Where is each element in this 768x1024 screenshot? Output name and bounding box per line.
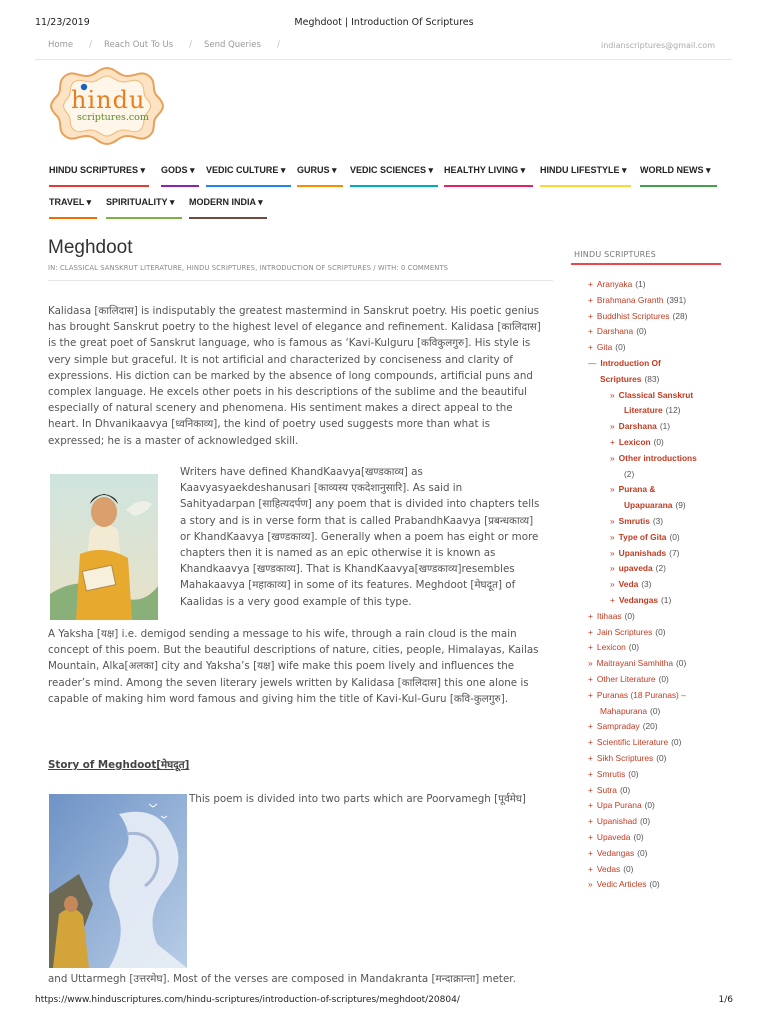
category-link[interactable]: Sikh Scriptures — [596, 753, 654, 763]
category-count: (0) — [619, 784, 631, 795]
category-link[interactable]: Vedangas — [596, 847, 635, 858]
category-item[interactable] — [588, 830, 644, 846]
text-line: expressed; he is a master of acknowledged skill. — [48, 434, 299, 447]
category-link[interactable]: Sampraday — [596, 721, 640, 732]
category-link[interactable]: Jain Scriptures — [596, 626, 653, 637]
category-item[interactable] — [588, 751, 666, 767]
logo-subtext: scriptures.com — [77, 112, 149, 123]
expand-icon[interactable]: + — [588, 753, 593, 763]
nav-item-label: SPIRITUALITY ▾ — [106, 197, 175, 207]
category-item[interactable] — [588, 798, 655, 814]
category-count: (7) — [669, 547, 680, 558]
chevron-right-icon[interactable]: » — [610, 547, 615, 558]
text-line: is the great poet of Sanskrut language, who is famous as ‘Kavi-Kulguru [कविकुलगुरु]. His style is — [48, 337, 531, 350]
nav-underline — [297, 185, 343, 187]
text-line: Mountain, Alka[अलका] city and Yaksha’s [यक्ष] wife make this poem lively and influences the — [48, 660, 515, 673]
category-item[interactable] — [588, 340, 626, 356]
expand-icon[interactable]: + — [588, 768, 593, 779]
nav-item[interactable] — [444, 157, 533, 187]
text-line: expressions. His diction can be marked by the absence of long compounds, artificial puns and — [48, 369, 533, 382]
category-count: (0) — [669, 531, 680, 542]
category-count: (2) — [624, 468, 635, 479]
category-link[interactable]: Upanishad — [596, 816, 637, 827]
category-link[interactable]: Buddhist Scriptures — [596, 310, 670, 321]
text-line: Writers have defined KhandKaavya[खण्डकाव्य] as — [180, 466, 423, 478]
category-item[interactable] — [588, 609, 635, 625]
nav-underline — [206, 185, 291, 187]
paragraph-yaksha — [48, 626, 558, 707]
site-logo[interactable] — [45, 64, 169, 148]
category-item[interactable] — [610, 482, 655, 498]
nav-item-label: TRAVEL ▾ — [49, 197, 92, 207]
category-link[interactable]: Lexicon — [596, 642, 626, 653]
category-item[interactable] — [610, 530, 680, 546]
category-count: (83) — [644, 373, 660, 384]
category-item[interactable] — [610, 419, 670, 435]
chevron-right-icon[interactable]: » — [610, 531, 615, 542]
category-item[interactable] — [610, 388, 693, 404]
text-line: concept of this poem. But the beautiful descriptions of nature, cities, people, Himalayas, Kailas — [48, 644, 539, 657]
expand-icon[interactable]: + — [610, 595, 615, 605]
category-item[interactable] — [610, 546, 679, 562]
category-link[interactable]: Upa Purana — [596, 800, 642, 811]
page-title: Meghdoot — [48, 237, 133, 258]
category-item[interactable] — [588, 672, 669, 688]
category-count: (1) — [635, 279, 646, 289]
nav-item-label: HINDU SCRIPTURES ▾ — [49, 165, 146, 175]
nav-underline — [350, 185, 438, 187]
category-item[interactable] — [624, 403, 681, 419]
category-link[interactable]: Scientific Literature — [596, 737, 669, 748]
nav-underline — [49, 185, 149, 187]
print-header — [35, 17, 733, 31]
nav-item-label: MODERN INDIA ▾ — [189, 197, 263, 207]
category-list — [588, 277, 738, 897]
category-item[interactable] — [588, 324, 646, 340]
category-count: (0) — [649, 879, 660, 890]
text-line: complex language. He excels other poets in his descriptions of the sublime and the beautiful — [48, 386, 528, 399]
expand-icon[interactable]: + — [588, 832, 593, 842]
category-item[interactable] — [588, 783, 630, 799]
text-line: a story and is in verse form that is called PrabandhKaavya [प्रबन्धकाव्य] — [180, 514, 534, 527]
expand-icon[interactable]: + — [588, 610, 593, 621]
nav-underline — [106, 217, 182, 219]
text-line: Kalidasa [कालिदास] is indisputably the greatest mastermind in Sanskrut poetry. His poetic genius — [48, 305, 540, 317]
category-count: (3) — [641, 579, 652, 590]
logo-text: hindu — [71, 86, 146, 114]
separator: / — [189, 40, 192, 50]
expand-icon[interactable]: + — [588, 800, 593, 811]
category-count: (12) — [665, 405, 681, 416]
category-item[interactable] — [610, 451, 697, 467]
paragraph-meter: and Uttarmegh [उत्तरमेघ]. Most of the verses are composed in Mandakranta [मन्दाक्रान्ता] meter. — [48, 973, 516, 985]
post-meta: IN: CLASSICAL SANSKRUT LITERATURE, HINDU SCRIPTURES, INTRODUCTION OF SCRIPTURES / WITH: 0 COMMENTS — [48, 264, 449, 272]
chevron-right-icon[interactable]: » — [610, 484, 615, 495]
text-line: or KhandKaavya [खण्डकाव्य]. Generally when a poem has eight or more — [180, 530, 539, 543]
category-item[interactable] — [588, 767, 639, 783]
nav-item[interactable] — [189, 189, 267, 219]
category-item[interactable] — [588, 688, 686, 704]
nav-item[interactable] — [350, 157, 438, 187]
expand-icon[interactable]: + — [588, 784, 593, 795]
text-line: especially of natural scenery and phenomena. His sentiment makes a direct appeal to the — [48, 402, 513, 415]
nav-underline — [540, 185, 631, 187]
category-count: (0) — [628, 768, 639, 779]
category-link[interactable]: Upapuarana — [624, 500, 673, 511]
reach-out-link[interactable]: Reach Out To Us — [103, 40, 174, 50]
nav-item-label: HINDU LIFESTYLE ▾ — [540, 165, 627, 175]
category-count: (0) — [658, 674, 669, 684]
send-queries-link[interactable]: Send Queries — [204, 40, 261, 50]
category-link[interactable]: Puranas (18 Puranas) – — [596, 689, 686, 700]
nav-item[interactable] — [106, 189, 182, 219]
category-link[interactable]: Upanishads — [618, 547, 667, 558]
category-item[interactable] — [588, 846, 647, 862]
category-count: (2) — [655, 563, 666, 574]
text-line: Kaavyasyaekdeshanusari [काव्यस्य एकदेशानुसारि]. As said in — [180, 482, 463, 495]
category-link[interactable]: Type of Gita — [618, 531, 667, 542]
expand-icon[interactable]: + — [588, 310, 593, 321]
chevron-right-icon[interactable]: » — [610, 452, 615, 463]
category-link[interactable]: Itihaas — [596, 610, 622, 621]
category-item[interactable] — [610, 561, 666, 577]
expand-icon[interactable]: + — [588, 626, 593, 637]
nav-item[interactable] — [49, 157, 149, 187]
nav-item[interactable] — [297, 157, 343, 187]
category-count: (20) — [642, 721, 658, 732]
expand-icon[interactable]: + — [588, 294, 593, 305]
category-link[interactable]: Sutra — [596, 784, 617, 795]
category-count: (0) — [644, 800, 655, 811]
category-count: (0) — [653, 437, 664, 447]
text-line: very simple but graceful. It is not artificial and characterized by conciseness and clarity of — [48, 353, 513, 366]
contact-email[interactable]: indianscriptures@gmail.com — [601, 41, 715, 50]
home-link[interactable]: Home — [48, 40, 74, 50]
category-link[interactable]: Smrutis — [596, 768, 626, 779]
kalidasa-image — [50, 474, 158, 620]
category-count: (3) — [652, 516, 664, 526]
nav-item[interactable] — [540, 157, 631, 187]
category-link[interactable]: Literature — [624, 405, 663, 416]
category-link[interactable]: Scriptures — [600, 373, 642, 384]
category-link[interactable]: Aranyaka — [596, 279, 633, 289]
print-url: https://www.hinduscriptures.com/hindu-scriptures/introduction-of-scriptures/meghdoot/20804/ — [35, 995, 460, 1005]
category-link[interactable]: Purana & — [618, 484, 656, 495]
expand-icon[interactable]: + — [588, 816, 593, 827]
category-item[interactable] — [588, 293, 686, 309]
nav-item[interactable] — [640, 157, 717, 187]
category-link[interactable]: Vedangas — [618, 595, 659, 605]
category-link[interactable]: Other introductions — [618, 452, 697, 463]
category-link[interactable]: Veda — [618, 579, 639, 590]
expand-icon[interactable]: + — [588, 674, 593, 684]
chevron-right-icon[interactable]: » — [610, 563, 615, 574]
category-item[interactable] — [588, 814, 650, 830]
text-line: A Yaksha [यक्ष] i.e. demigod sending a message to his wife, through a rain cloud is the main — [48, 628, 517, 640]
category-item[interactable] — [588, 277, 646, 293]
top-bar — [35, 36, 732, 60]
category-item[interactable] — [624, 498, 686, 514]
category-count: (9) — [675, 500, 686, 511]
nav-item-label: GODS ▾ — [161, 165, 195, 175]
nav-item[interactable] — [161, 157, 199, 187]
expand-icon[interactable]: + — [588, 847, 593, 858]
paragraph-parts: This poem is divided into two parts which are Poorvamegh [पूर्वमेघ] — [189, 793, 526, 805]
category-count: (0) — [637, 847, 648, 858]
text-line: reader’s mind. Among the seven literary jewels written by Kalidasa [कालिदास] this one alone is — [48, 676, 529, 689]
category-link[interactable]: Other Literature — [596, 674, 656, 684]
separator: / — [276, 40, 280, 50]
expand-icon[interactable]: + — [588, 279, 593, 289]
category-count: (0) — [615, 342, 626, 353]
print-title: Meghdoot | Introduction Of Scriptures — [294, 17, 474, 28]
category-count: (391) — [666, 294, 687, 305]
text-line: Sahityadarpan [साहित्यदर्पण] any poem that is divided into chapters tells — [180, 498, 540, 511]
category-link[interactable]: Smrutis — [618, 516, 650, 526]
category-count: (0) — [656, 753, 667, 763]
category-link[interactable]: Maitrayani Samhitha — [596, 658, 674, 669]
category-item[interactable] — [588, 625, 666, 641]
category-count: (0) — [623, 863, 634, 874]
category-count: (0) — [655, 626, 666, 637]
chevron-right-icon[interactable]: » — [610, 516, 615, 526]
chevron-right-icon[interactable]: » — [610, 421, 615, 432]
category-item[interactable] — [610, 435, 664, 451]
category-link[interactable]: Brahmana Granth — [596, 294, 664, 305]
category-item[interactable] — [600, 372, 659, 388]
expand-icon[interactable]: + — [588, 326, 593, 337]
paragraph-khandkaavya — [180, 464, 560, 610]
nav-underline — [640, 185, 717, 187]
nav-item[interactable] — [49, 189, 97, 219]
text-line: capable of making him word famous and giving him the title of Kavi-Kul-Guru [कवि-कुलगुरु]. — [48, 692, 508, 705]
category-count: (0) — [628, 642, 640, 653]
nav-underline — [161, 185, 199, 187]
nav-item-label: VEDIC SCIENCES ▾ — [350, 165, 434, 175]
category-count: (28) — [672, 310, 688, 321]
category-item[interactable] — [588, 356, 661, 372]
category-count: (1) — [659, 421, 671, 432]
text-line: Mahakaavya [महाकाव्य] in some of its features. Meghdoot [मेघदूत] of — [180, 579, 516, 592]
category-count: (0) — [624, 610, 635, 621]
expand-icon[interactable]: + — [610, 437, 615, 447]
collapse-icon[interactable]: — — [588, 358, 597, 368]
text-line: Kaalidas is a very good example of this type. — [180, 595, 412, 608]
category-count: (1) — [661, 595, 672, 605]
category-link[interactable]: Mahapurana — [600, 705, 648, 716]
nav-item-label: VEDIC CULTURE ▾ — [206, 165, 286, 175]
expand-icon[interactable]: + — [588, 863, 593, 874]
category-link[interactable]: Gita — [596, 342, 613, 353]
category-count: (0) — [636, 326, 647, 337]
category-item[interactable] — [588, 735, 681, 751]
category-count: (0) — [671, 737, 682, 748]
print-page-number: 1/6 — [718, 995, 733, 1005]
category-link[interactable]: Vedic Articles — [596, 879, 647, 890]
chevron-right-icon[interactable]: » — [610, 389, 615, 400]
text-line: chapters then it is named as an epic otherwise it is known as — [180, 547, 496, 560]
category-item[interactable] — [610, 577, 651, 593]
sidebar-title: HINDU SCRIPTURES — [574, 250, 656, 259]
category-count: (0) — [676, 658, 687, 669]
nav-item-label: HEALTHY LIVING ▾ — [444, 165, 526, 175]
print-date: 11/23/2019 — [35, 17, 90, 28]
expand-icon[interactable]: + — [588, 737, 593, 748]
category-link[interactable]: Lexicon — [618, 437, 651, 447]
divider — [48, 280, 553, 281]
category-item[interactable] — [588, 862, 633, 878]
expand-icon[interactable]: + — [588, 721, 593, 732]
meghdoot-image — [49, 794, 187, 968]
category-item[interactable] — [600, 704, 660, 720]
category-count: (0) — [639, 816, 651, 827]
expand-icon[interactable]: + — [588, 342, 593, 353]
category-link[interactable]: Classical Sanskrut — [618, 389, 694, 400]
category-link[interactable]: Darshana — [596, 326, 634, 337]
category-item[interactable] — [588, 877, 660, 893]
sidebar-divider — [571, 263, 721, 265]
nav-underline — [49, 217, 97, 219]
top-links — [48, 40, 292, 50]
category-link[interactable]: Introduction Of — [600, 358, 661, 368]
category-link[interactable]: upaveda — [618, 563, 653, 574]
chevron-right-icon[interactable]: » — [610, 579, 615, 590]
category-count: (0) — [633, 832, 644, 842]
category-link[interactable]: Darshana — [618, 421, 657, 432]
nav-underline — [189, 217, 267, 219]
chevron-right-icon[interactable]: » — [588, 879, 593, 890]
nav-underline — [444, 185, 533, 187]
separator: / — [89, 40, 92, 50]
category-item[interactable] — [588, 640, 639, 656]
nav-item-label: WORLD NEWS ▾ — [640, 165, 711, 175]
category-item[interactable] — [588, 719, 658, 735]
chevron-right-icon[interactable]: » — [588, 658, 593, 669]
category-link[interactable]: Vedas — [596, 863, 621, 874]
nav-item[interactable] — [206, 157, 291, 187]
expand-icon[interactable]: + — [588, 689, 593, 700]
text-line: heart. In Dhvanikaavya [ध्वनिकाव्य], the kind of poetry used suggests more than what is — [48, 418, 490, 431]
paragraph-intro — [48, 303, 558, 449]
text-line: has brought Sanskrut poetry to the highest level of elegance and refinement. Kalidasa [कालिदास] — [48, 321, 541, 334]
category-count: (0) — [650, 705, 661, 716]
story-heading: Story of Meghdoot[मेघदूत] — [48, 759, 190, 771]
nav-item-label: GURUS ▾ — [297, 165, 337, 175]
category-item[interactable] — [610, 593, 671, 609]
expand-icon[interactable]: + — [588, 642, 593, 653]
category-item[interactable] — [624, 467, 634, 483]
category-link[interactable]: Upaveda — [596, 832, 631, 842]
text-line: Khandkaavya [खण्डकाव्य]. That is KhandKaavya[खण्डकाव्य]resembles — [180, 563, 515, 576]
category-item[interactable] — [610, 514, 663, 530]
category-item[interactable] — [588, 309, 687, 325]
category-item[interactable] — [588, 656, 686, 672]
